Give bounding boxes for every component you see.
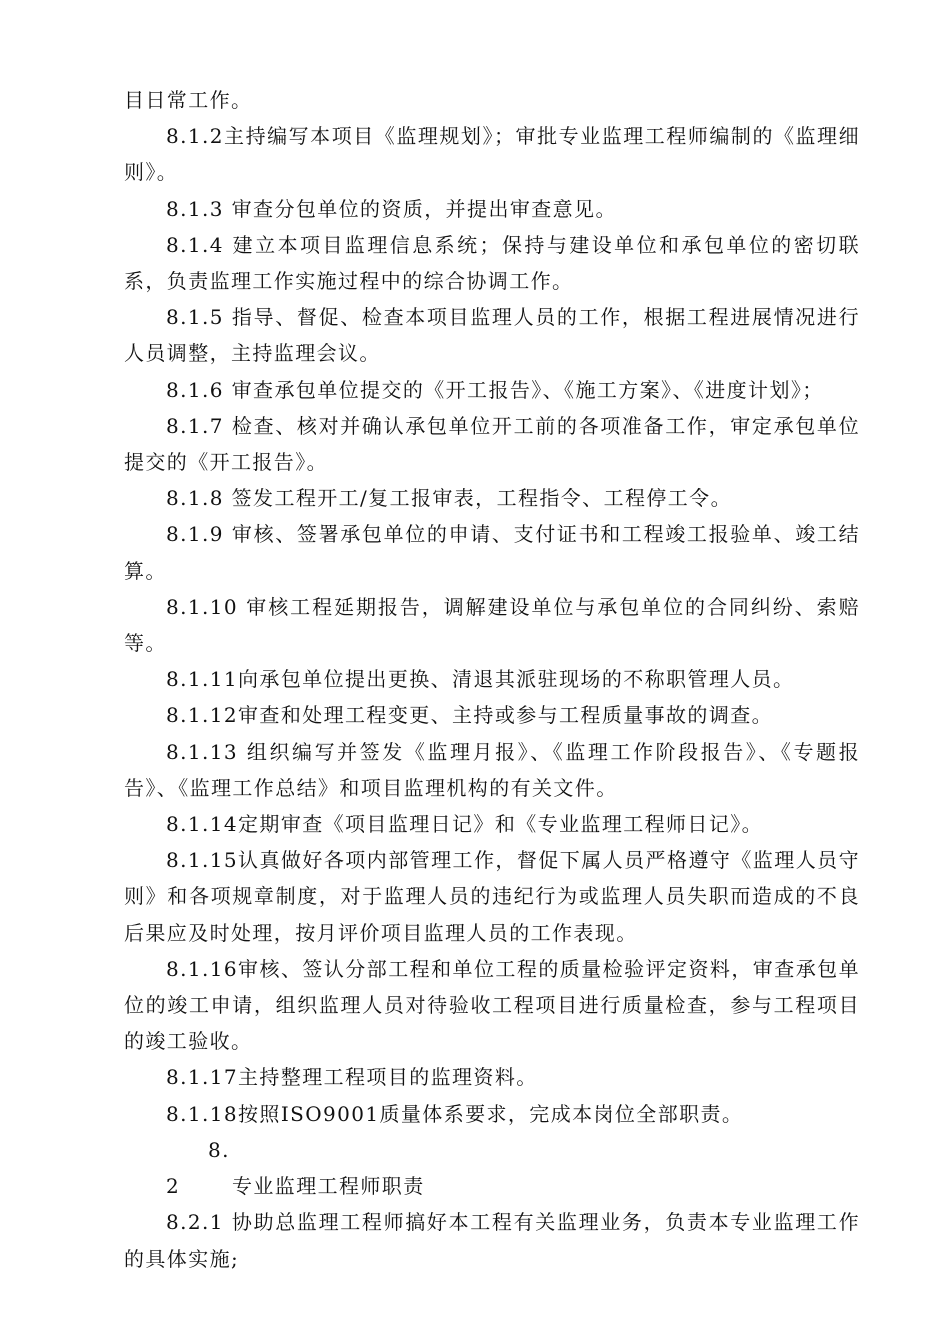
paragraph-8-1-6: 8.1.6 审查承包单位提交的《开工报告》、《施工方案》、《进度计划》； xyxy=(166,377,824,402)
paragraph-8-1-12: 8.1.12审查和处理工程变更、主持或参与工程质量事故的调查。 xyxy=(166,703,774,728)
paragraph-8-1-7: 8.1.7 检查、核对并确认承包单位开工前的各项准备工作，审定承包单位提交的《开工报告》。 xyxy=(124,413,860,475)
section-heading-title: 专业监理工程师职责 xyxy=(232,1174,425,1199)
paragraph-8-1-14: 8.1.14定期审查《项目监理日记》和《专业监理工程师日记》。 xyxy=(166,812,764,837)
paragraph-8-2-1: 8.2.1 协助总监理工程师搞好本工程有关监理业务，负责本专业监理工作的具体实施; xyxy=(124,1210,860,1271)
paragraph-8-1-17: 8.1.17主持整理工程项目的监理资料。 xyxy=(166,1065,538,1090)
paragraph-8-1-15: 8.1.15认真做好各项内部管理工作，督促下属人员严格遵守《监理人员守则》和各项规章制度，对于监理人员的违纪行为或监理人员失职而造成的不良后果应及时处理，按月评价项目监理人员的工作表现。 xyxy=(124,848,860,945)
paragraph-8-1-5: 8.1.5 指导、督促、检查本项目监理人员的工作，根据工程进展情况进行人员调整，主持监理会议。 xyxy=(124,305,860,366)
paragraph-8-1-10: 8.1.10 审核工程延期报告，调解建设单位与承包单位的合同纠纷、索赔等。 xyxy=(124,594,860,656)
document-body xyxy=(124,82,860,1277)
paragraph-8-1-13: 8.1.13 组织编写并签发《监理月报》、《监理工作阶段报告》、《专题报告》、《监理工作总结》和项目监理机构的有关文件。 xyxy=(124,739,860,800)
paragraph-8-1-2: 8.1.2主持编写本项目《监理规划》；审批专业监理工程师编制的《监理细则》。 xyxy=(124,124,860,185)
paragraph-8-1-4: 8.1.4 建立本项目监理信息系统；保持与建设单位和承包单位的密切联系，负责监理工作实施过程中的综合协调工作。 xyxy=(124,232,860,294)
paragraph-8-1-9: 8.1.9 审核、签署承包单位的申请、支付证书和工程竣工报验单、竣工结算。 xyxy=(124,522,860,583)
paragraph-8-1-8: 8.1.8 签发工程开工/复工报审表，工程指令、工程停工令。 xyxy=(166,486,732,511)
paragraph-continued: 目日常工作。 xyxy=(124,88,253,112)
paragraph-8-1-3: 8.1.3 审查分包单位的资质，并提出审查意见。 xyxy=(166,196,617,221)
section-heading-8-2 xyxy=(124,1132,860,1204)
paragraph-8-1-18: 8.1.18按照ISO9001质量体系要求，完成本岗位全部职责。 xyxy=(166,1101,744,1126)
paragraph-8-1-16: 8.1.16审核、签认分部工程和单位工程的质量检验评定资料，审查承包单位的竣工申请，组织监理人员对待验收工程项目进行质量检查，参与工程项目的竣工验收。 xyxy=(124,956,860,1054)
paragraph-8-1-11: 8.1.11向承包单位提出更换、清退其派驻现场的不称职管理人员。 xyxy=(166,667,795,692)
section-heading-number: 8.2 xyxy=(166,1137,230,1199)
